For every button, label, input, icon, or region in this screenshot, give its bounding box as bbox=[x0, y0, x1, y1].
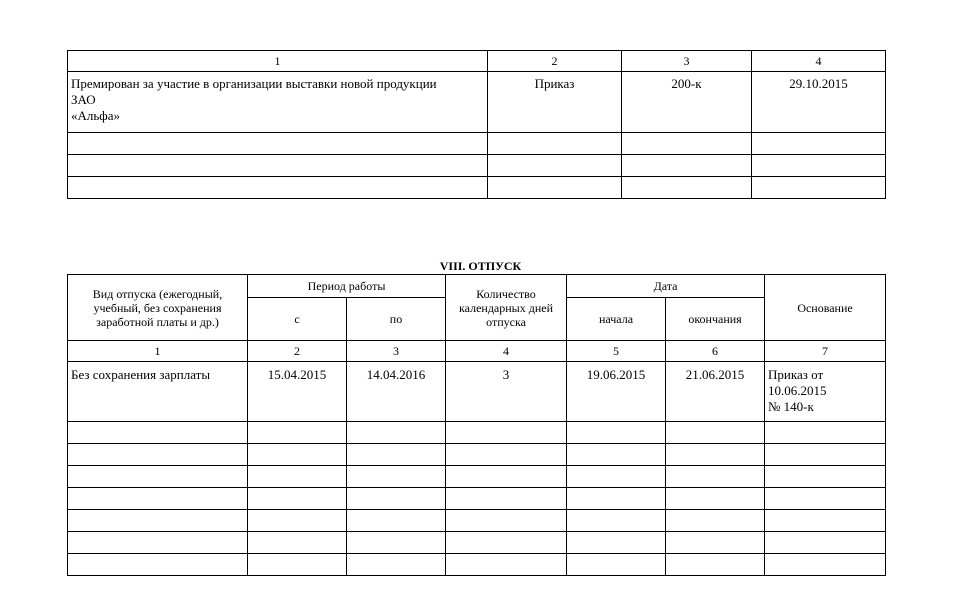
table-row bbox=[68, 488, 886, 510]
header-period-to: по bbox=[347, 298, 446, 341]
awards-col-number: 1 bbox=[68, 51, 488, 72]
awards-table bbox=[67, 50, 886, 199]
vacation-table bbox=[67, 274, 886, 576]
award-description-line: Премирован за участие в организации выставки новой продукции bbox=[71, 76, 437, 91]
header-date: Дата bbox=[567, 275, 765, 298]
basis-line: Приказ от bbox=[768, 367, 824, 382]
award-description bbox=[68, 72, 488, 133]
vacation-number-row bbox=[68, 341, 886, 362]
award-document: Приказ bbox=[488, 72, 622, 133]
header-period-from: с bbox=[248, 298, 347, 341]
header-days-count: Количество календарных дней отпуска bbox=[446, 275, 567, 341]
vacation-type: Без сохранения зарплаты bbox=[68, 362, 248, 422]
header-work-period: Период работы bbox=[248, 275, 446, 298]
header-date-start: начала bbox=[567, 298, 666, 341]
vacation-col-number: 5 bbox=[567, 341, 666, 362]
period-to: 14.04.2016 bbox=[347, 362, 446, 422]
vacation-col-number: 3 bbox=[347, 341, 446, 362]
section-title: VIII. ОТПУСК bbox=[439, 259, 522, 273]
period-from: 15.04.2015 bbox=[248, 362, 347, 422]
table-row bbox=[68, 72, 886, 133]
awards-col-number: 2 bbox=[488, 51, 622, 72]
table-row bbox=[68, 422, 886, 444]
header-basis: Основание bbox=[765, 275, 886, 341]
table-row bbox=[68, 177, 886, 199]
table-row bbox=[68, 466, 886, 488]
awards-header-row bbox=[68, 51, 886, 72]
award-description-line: ЗАО bbox=[71, 92, 96, 107]
table-row bbox=[68, 362, 886, 422]
vacation-col-number: 4 bbox=[446, 341, 567, 362]
date-start: 19.06.2015 bbox=[567, 362, 666, 422]
header-vacation-type: Вид отпуска (ежегодный, учебный, без сохранения заработной платы и др.) bbox=[68, 275, 248, 341]
vacation-col-number: 6 bbox=[666, 341, 765, 362]
award-order-number: 200-к bbox=[622, 72, 752, 133]
vacation-col-number: 7 bbox=[765, 341, 886, 362]
vacation-basis bbox=[765, 362, 886, 422]
basis-line: 10.06.2015 bbox=[768, 383, 827, 398]
vacation-col-number: 2 bbox=[248, 341, 347, 362]
awards-col-number: 4 bbox=[752, 51, 886, 72]
awards-col-number: 3 bbox=[622, 51, 752, 72]
header-date-end: окончания bbox=[666, 298, 765, 341]
table-row bbox=[68, 444, 886, 466]
basis-line: № 140-к bbox=[768, 399, 814, 414]
table-row bbox=[68, 155, 886, 177]
table-row bbox=[68, 133, 886, 155]
days-count: 3 bbox=[446, 362, 567, 422]
vacation-col-number: 1 bbox=[68, 341, 248, 362]
vacation-header-row bbox=[68, 275, 886, 298]
table-row bbox=[68, 554, 886, 576]
date-end: 21.06.2015 bbox=[666, 362, 765, 422]
table-row bbox=[68, 510, 886, 532]
award-description-line: «Альфа» bbox=[71, 108, 120, 123]
award-date: 29.10.2015 bbox=[752, 72, 886, 133]
table-row bbox=[68, 532, 886, 554]
